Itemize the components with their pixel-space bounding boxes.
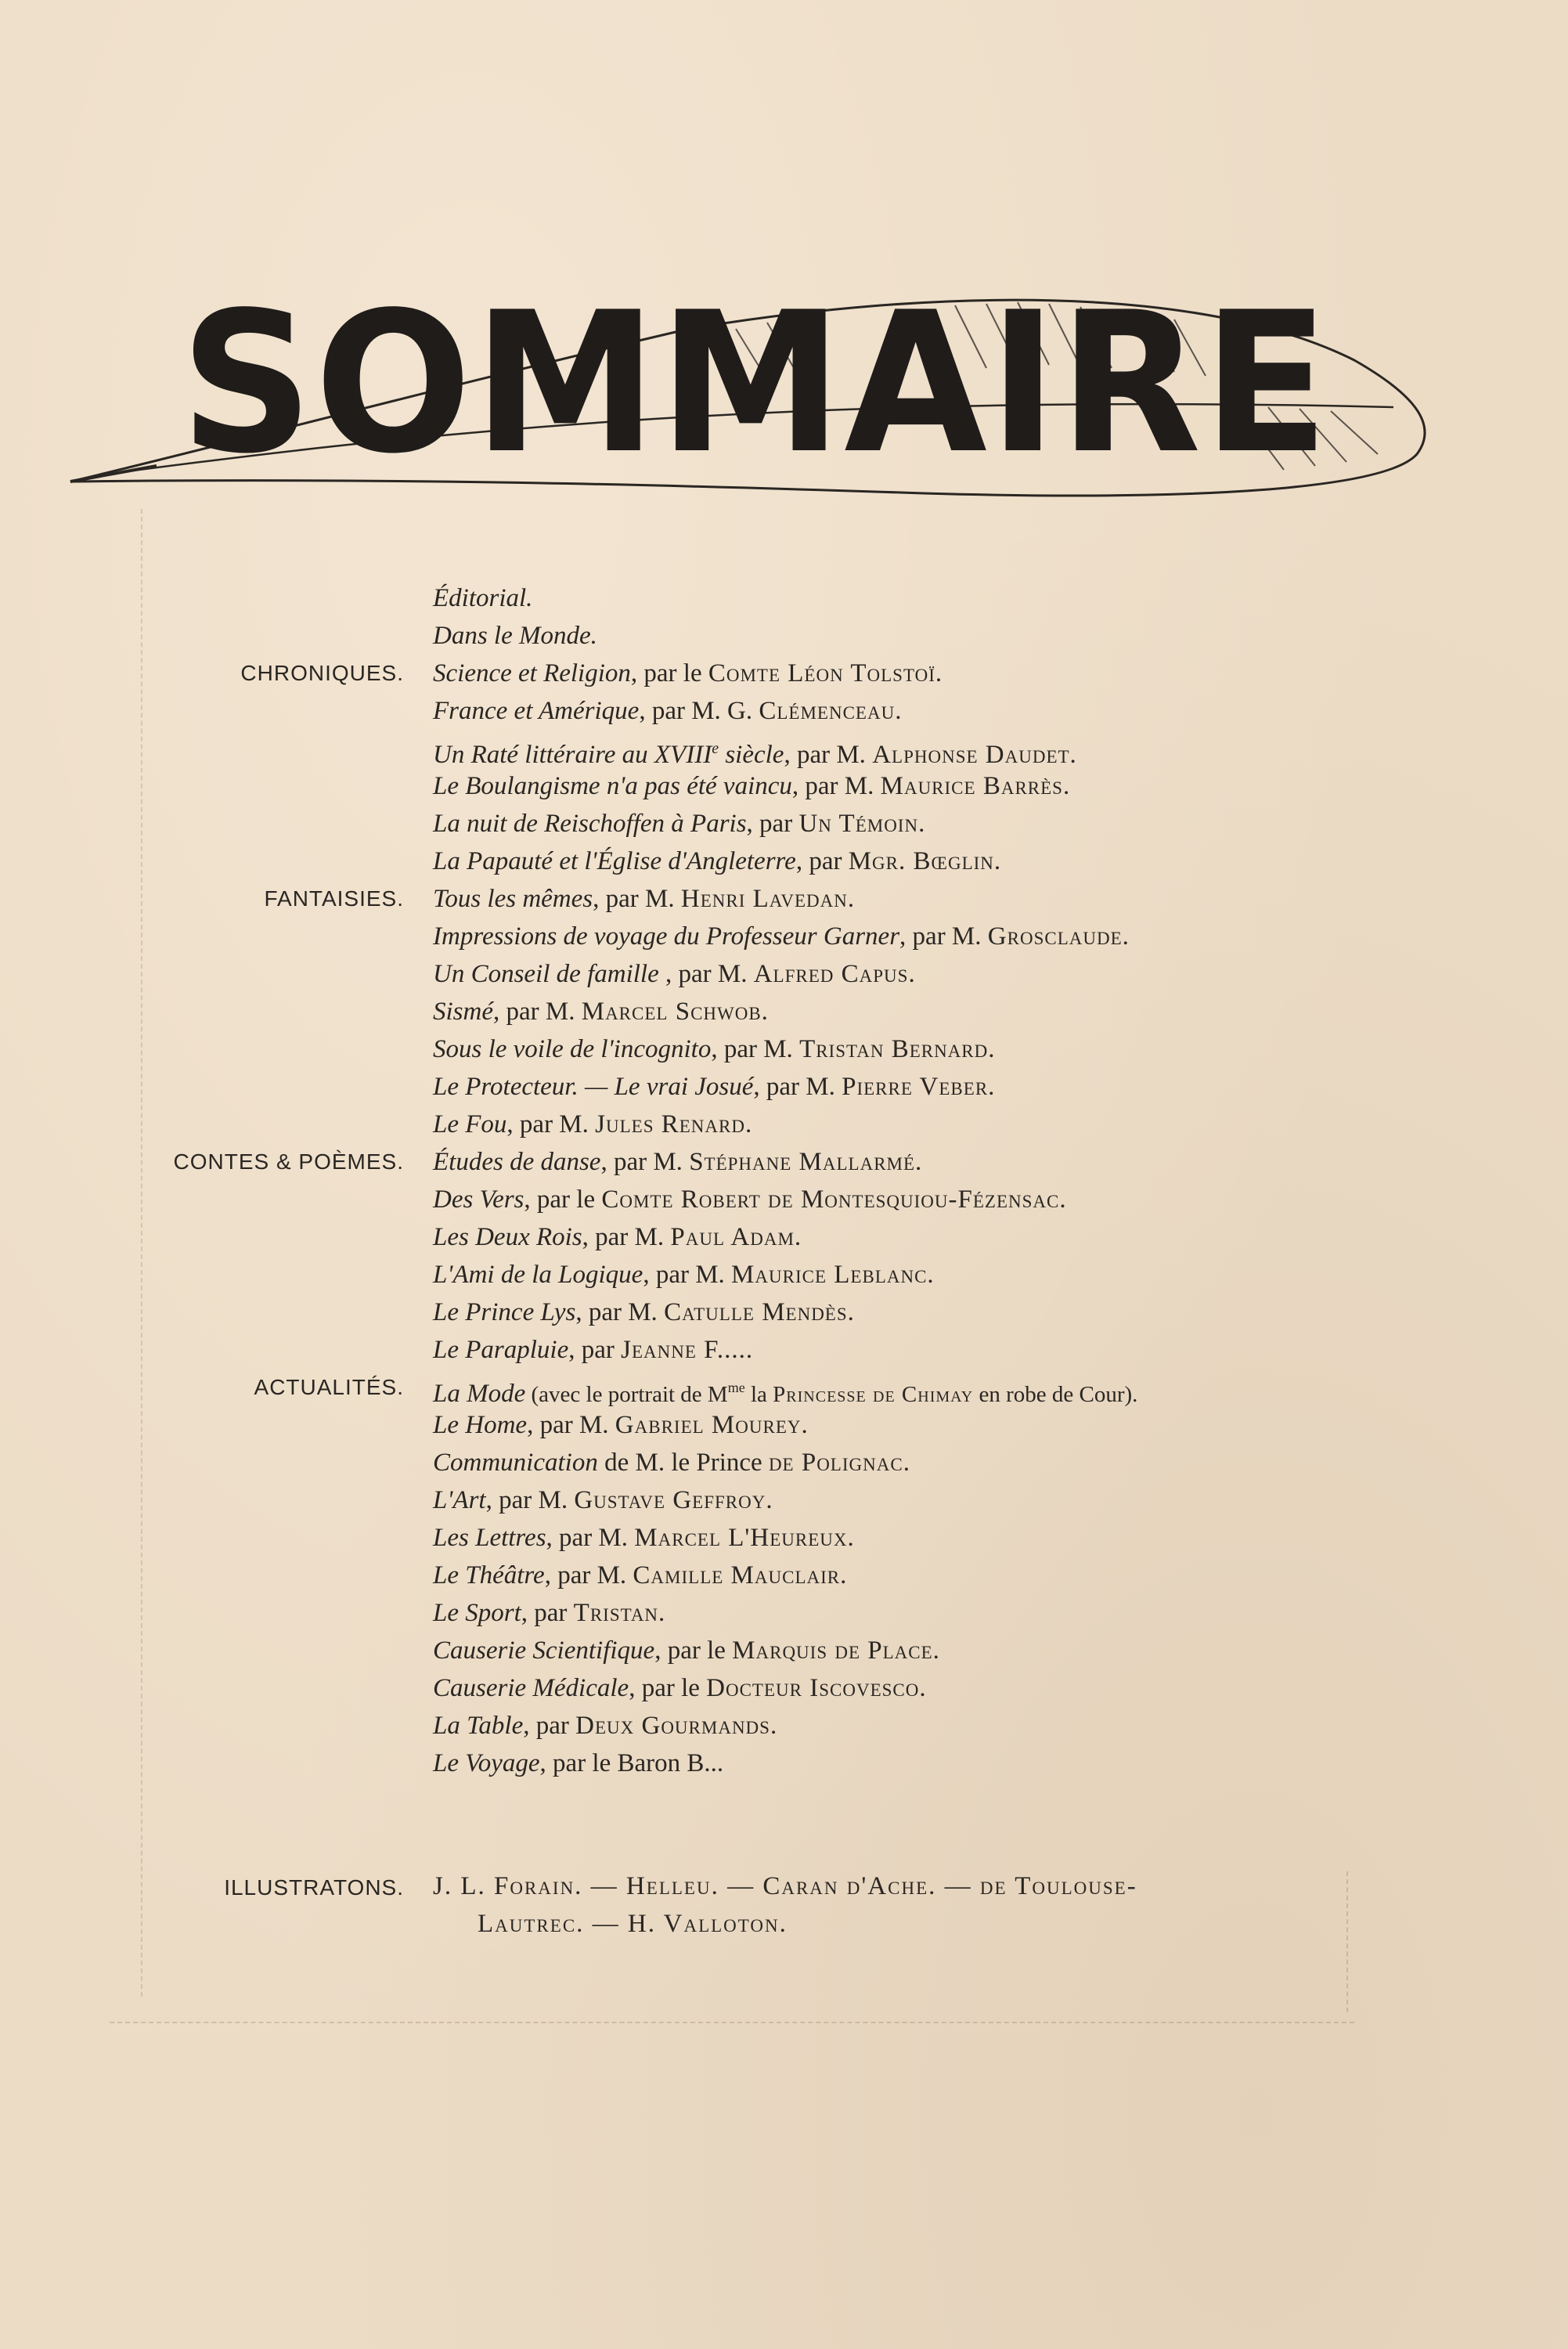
toc-row <box>0 1669 1568 1707</box>
toc-row <box>0 579 1568 617</box>
entry-author: Maurice Leblanc. <box>731 1261 935 1289</box>
toc-entry <box>433 1256 935 1294</box>
toc-entry <box>433 1444 910 1481</box>
entry-by: , par M. <box>546 1524 635 1552</box>
entry-title: France et Amérique <box>433 697 640 725</box>
toc-entry <box>433 1745 723 1782</box>
toc-row <box>0 655 1568 692</box>
entry-title: Les Lettres <box>433 1524 546 1552</box>
toc-row <box>0 692 1568 730</box>
entry-title: Science et Religion <box>433 659 631 687</box>
entry-author: Catulle Mendès. <box>664 1298 855 1326</box>
toc-row <box>0 1444 1568 1481</box>
entry-by: , par M. <box>493 998 582 1026</box>
page-title: SOMMAIRE <box>180 270 1331 496</box>
toc-entry <box>433 955 916 993</box>
section-label-fantaisies: FANTAISIES. <box>264 886 404 911</box>
entry-title: La Mode <box>433 1380 526 1408</box>
toc-row <box>0 1594 1568 1632</box>
entry-by: , par M. <box>506 1110 596 1138</box>
toc-row <box>0 1632 1568 1669</box>
entry-title: L'Art <box>433 1486 486 1514</box>
entry-author: de Polignac. <box>768 1449 910 1477</box>
entry-title: Causerie Scientifique <box>433 1636 655 1665</box>
entry-note: (avec le portrait de M <box>525 1382 728 1407</box>
entry-title: Le Voyage <box>433 1749 540 1777</box>
toc-row <box>0 805 1568 843</box>
entry-superscript: me <box>727 1380 745 1395</box>
toc-row <box>0 1294 1568 1331</box>
section-label-actualites: ACTUALITÉS. <box>254 1375 404 1399</box>
toc-entry <box>433 655 943 692</box>
toc-entry <box>433 1331 753 1369</box>
entry-title: La nuit de Reischoffen à Paris <box>433 810 747 838</box>
entry-author: Deux Gourmands. <box>575 1712 778 1740</box>
entry-by: , par M. <box>658 960 754 988</box>
toc-entry <box>433 880 855 918</box>
entry-by: , par M. <box>643 1261 732 1289</box>
entry-superscript: e <box>712 740 719 757</box>
entry-author: Maurice Barrès. <box>880 772 1071 800</box>
toc-row <box>0 955 1568 993</box>
illustrators-line-1: J. L. Forain. — Helleu. — Caran d'Ache. — de Toulouse- <box>433 1872 1137 1900</box>
section-label-illustrations: ILLUSTRATONS. <box>224 1875 404 1900</box>
entry-title: Le Théâtre <box>433 1561 545 1589</box>
entry-by: , par M. <box>753 1073 842 1101</box>
toc-row <box>0 617 1568 655</box>
entry-title: Le Parapluie <box>433 1336 569 1364</box>
entry-by: , par <box>795 847 849 875</box>
entry-title: La Papauté et l'Église d'Angleterre <box>433 847 796 875</box>
entry-author: Clémenceau. <box>759 697 903 725</box>
toc-entry <box>433 767 1070 805</box>
entry-title: Le Home <box>433 1411 528 1439</box>
entry-author: Stéphane Mallarmé. <box>689 1148 923 1176</box>
entry-by: , par M. <box>711 1035 800 1063</box>
toc-entry <box>433 1707 777 1745</box>
toc-entry <box>433 1218 802 1256</box>
entry-by: , par M. G. <box>639 697 759 725</box>
entry-author: Docteur Iscovesco. <box>706 1674 927 1702</box>
entry-author: Tristan Bernard. <box>799 1035 996 1063</box>
toc-entry <box>433 1181 1067 1218</box>
entry-author: Comte Robert de Montesquiou-Fézensac. <box>601 1185 1067 1214</box>
entry-by: , par M. <box>899 922 988 951</box>
toc-entry <box>433 1632 940 1669</box>
entry-author: Baron B... <box>617 1749 724 1777</box>
entry-by: , par le <box>524 1185 602 1214</box>
toc-row <box>0 1143 1568 1181</box>
toc-entry <box>433 1519 855 1557</box>
toc-row <box>0 1068 1568 1106</box>
toc-entry <box>433 692 902 730</box>
entry-by: , par M. <box>784 741 873 769</box>
toc-entry <box>433 1406 809 1444</box>
entry-by: , par <box>568 1336 622 1364</box>
entry-author: Tristan. <box>573 1599 666 1627</box>
entry-author: Grosclaude. <box>987 922 1130 951</box>
toc-row <box>0 1745 1568 1782</box>
entry-by: , par M. <box>544 1561 633 1589</box>
entry-by: , par le <box>539 1749 618 1777</box>
entry-by: , par <box>746 810 799 838</box>
toc-entry <box>433 1481 773 1519</box>
entry-title: Le Sport <box>433 1599 521 1627</box>
entry-by: , par <box>523 1712 576 1740</box>
section-label-chroniques: CHRONIQUES. <box>240 661 404 685</box>
entry-author: Alfred Capus. <box>753 960 916 988</box>
toc-entry <box>433 1106 752 1143</box>
toc-entry <box>433 1143 922 1181</box>
entry-author: Jules Renard. <box>595 1110 753 1138</box>
toc-row <box>0 1481 1568 1519</box>
entry-author: Comte Léon Tolstoï. <box>708 659 943 687</box>
entry-by: , par M. <box>575 1298 665 1326</box>
entry-by: , par M. <box>485 1486 575 1514</box>
entry-note: en robe de Cour). <box>973 1382 1138 1407</box>
illustrators-line-2: Lautrec. — H. Valloton. <box>478 1910 788 1938</box>
entry-title: Le Fou <box>433 1110 507 1138</box>
toc-row <box>0 1256 1568 1294</box>
entry-title: Un Raté littéraire au XVIII <box>433 741 712 769</box>
entry-by: , par M. <box>600 1148 690 1176</box>
entry-author: Marcel L'Heureux. <box>634 1524 855 1552</box>
entry-title: Causerie Médicale <box>433 1674 629 1702</box>
toc-row <box>0 767 1568 805</box>
entry-author: Jeanne F..... <box>621 1336 754 1364</box>
toc-entry <box>433 843 1001 880</box>
toc-entry <box>433 805 925 843</box>
entry-by: , par M. <box>582 1223 671 1251</box>
toc-row <box>0 1707 1568 1745</box>
toc-entry <box>433 918 1130 955</box>
entry-author: Pierre Veber. <box>842 1073 996 1101</box>
entry-title: Tous les mêmes <box>433 885 593 913</box>
toc-row <box>0 1369 1568 1406</box>
toc-row <box>0 1331 1568 1369</box>
toc-entry <box>433 1068 995 1106</box>
entry-by: , par le <box>630 659 708 687</box>
entry-author: Mgr. Bœglin. <box>848 847 1002 875</box>
entry-by: , par M. <box>527 1411 615 1439</box>
entry-title: Sous le voile de l'incognito <box>433 1035 712 1063</box>
toc-row <box>0 1557 1568 1594</box>
entry-title: La Table <box>433 1712 524 1740</box>
entry-title: Le Boulangisme n'a pas été vaincu <box>433 772 792 800</box>
toc-entry <box>433 1594 665 1632</box>
entry-author: Un Témoin. <box>798 810 926 838</box>
toc-entry <box>433 1294 855 1331</box>
entry-title: Études de danse <box>433 1148 601 1176</box>
title-banner <box>63 266 1440 501</box>
toc-entry <box>433 1669 927 1707</box>
entry-author: Marcel Schwob. <box>581 998 769 1026</box>
entry-title: Éditorial. <box>433 584 533 612</box>
entry-author: Gabriel Mourey. <box>615 1411 809 1439</box>
toc-entry <box>433 1557 847 1594</box>
toc-entry <box>433 579 532 617</box>
toc-row <box>0 1218 1568 1256</box>
entry-title: Sismé <box>433 998 493 1026</box>
section-label-contes-poemes: CONTES & POÈMES. <box>173 1149 404 1174</box>
entry-title: Un Conseil de famille <box>433 960 659 988</box>
entry-title: L'Ami de la Logique <box>433 1261 643 1289</box>
entry-title: Des Vers <box>433 1185 524 1214</box>
entry-by: , par le <box>654 1636 733 1665</box>
toc-row <box>0 993 1568 1030</box>
frame-right-line <box>1346 1871 1350 2012</box>
toc-row <box>0 918 1568 955</box>
entry-author: Gustave Geffroy. <box>574 1486 773 1514</box>
entry-author: Camille Mauclair. <box>633 1561 848 1589</box>
entry-author: Princesse de Chimay <box>773 1382 974 1407</box>
entry-title: Le Prince Lys <box>433 1298 576 1326</box>
entry-title-suffix: siècle <box>719 741 784 769</box>
toc-row <box>0 1181 1568 1218</box>
entry-by: de M. le Prince <box>597 1449 769 1477</box>
entry-title: Les Deux Rois <box>433 1223 582 1251</box>
entry-note: la <box>744 1382 773 1407</box>
toc-row <box>0 880 1568 918</box>
entry-title: Communication <box>433 1449 598 1477</box>
toc-entry <box>433 993 769 1030</box>
entry-by: , par le <box>629 1674 707 1702</box>
toc-entry <box>433 617 597 655</box>
toc-row <box>0 843 1568 880</box>
toc-row <box>0 1106 1568 1143</box>
toc-entry <box>433 1030 996 1068</box>
frame-bottom-line <box>110 2022 1354 2025</box>
entry-author: Alphonse Daudet. <box>872 741 1077 769</box>
entry-title: Le Protecteur. — Le vrai Josué <box>433 1073 754 1101</box>
toc-row <box>0 1406 1568 1444</box>
entry-author: Paul Adam. <box>670 1223 802 1251</box>
toc-row <box>0 1030 1568 1068</box>
entry-by: , par <box>521 1599 574 1627</box>
entry-by: , par M. <box>593 885 681 913</box>
entry-author: Marquis de Place. <box>732 1636 940 1665</box>
toc-row <box>0 1519 1568 1557</box>
entry-author: Henri Lavedan. <box>680 885 856 913</box>
toc-row <box>0 730 1568 767</box>
entry-title: Dans le Monde. <box>433 622 597 650</box>
entry-by: , par M. <box>791 772 881 800</box>
entry-title: Impressions de voyage du Professeur Garner <box>433 922 900 951</box>
